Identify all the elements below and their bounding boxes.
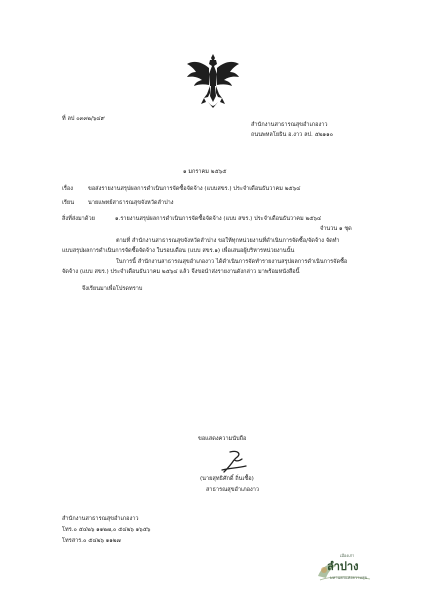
logo-top-text: เมืองเก่า [340, 553, 355, 558]
attachment-count: จำนวน ๑ ชุด [320, 226, 352, 232]
body-paragraph-2-line-2: จัดจ้าง (แบบ สขร.) ประจำเดือนธันวาคม ๒๕๖๔ แล้ว จึงขอนำส่งรายงานดังกล่าว มาพร้อมหนังสือนี้ [62, 269, 300, 275]
closing-request: จึงเรียนมาเพื่อโปรดทราบ [82, 286, 143, 292]
subject-label: เรื่อง [62, 186, 74, 192]
letter-date: ๑ มกราคม ๒๕๖๕ [183, 169, 227, 175]
body-paragraph-1-line-1: ตามที่ สำนักงานสาธารณสุขจังหวัดลำปาง ขอให้ทุกหน่วยงานที่ดำเนินการจัดซื้อ/จัดจ้าง จัดทำ [116, 238, 340, 244]
body-paragraph-2-line-1: ในการนี้ สำนักงานสาธารณสุขอำเภองาว ได้ดำเนินการจัดทำรายงานสรุปผลการดำเนินการจัดซื้อ [116, 259, 348, 265]
attachment-text: ๑.รายงานสรุปผลการดำเนินการจัดซื้อจัดจ้าง (แบบ สขร.) ประจำเดือนธันวาคม ๒๕๖๔ [115, 216, 322, 222]
reference-number: ที่ ลป ๐๓๓๒/๖๔๙ [62, 116, 105, 122]
handwritten-signature [216, 448, 256, 474]
logo-sub-text: มหานครแห่งความสุข [330, 575, 368, 580]
sender-address: ถนนพหลโยธิน อ.งาว ลป. ๕๒๑๑๐ [251, 132, 334, 138]
closing-salutation: ขอแสดงความนับถือ [198, 436, 247, 442]
subject-text: ขอส่งรายงานสรุปผลการดำเนินการจัดซื้อจัดจ้าง (แบบสขร.) ประจำเดือนธันวาคม ๒๕๖๔ [88, 186, 301, 192]
recipient-label: เรียน [62, 200, 75, 206]
signatory-position: สาธารณสุขอำเภองาว [206, 487, 260, 493]
footer-fax: โทรสาร.๐ ๕๔๒๖ ๑๑๒๗ [62, 538, 121, 544]
logo-main-text: ลำปาง [327, 560, 359, 573]
attachment-label: สิ่งที่ส่งมาด้วย [62, 216, 95, 222]
garuda-emblem-icon [184, 52, 242, 112]
footer-phone: โทร.๐ ๕๔๒๖ ๑๑๒๗,๐ ๕๔๒๖ ๑๖๕๖ [62, 527, 151, 533]
signatory-name: (นายสุทธิศักดิ์ ถิ่นเชื้อ) [200, 476, 254, 482]
sender-office: สำนักงานสาธารณสุขอำเภองาว [251, 122, 328, 128]
body-paragraph-1-line-2: แบบสรุปผลการดำเนินการจัดซื้อจัดจ้าง ในรอบเดือน (แบบ สขร.๑) เพื่อเสนอผู้บริหารหน่วยงานนั้น [62, 248, 295, 254]
footer-office: สำนักงานสาธารณสุขอำเภองาว [62, 516, 139, 522]
recipient-text: นายแพทย์สาธารณสุขจังหวัดลำปาง [88, 200, 174, 206]
